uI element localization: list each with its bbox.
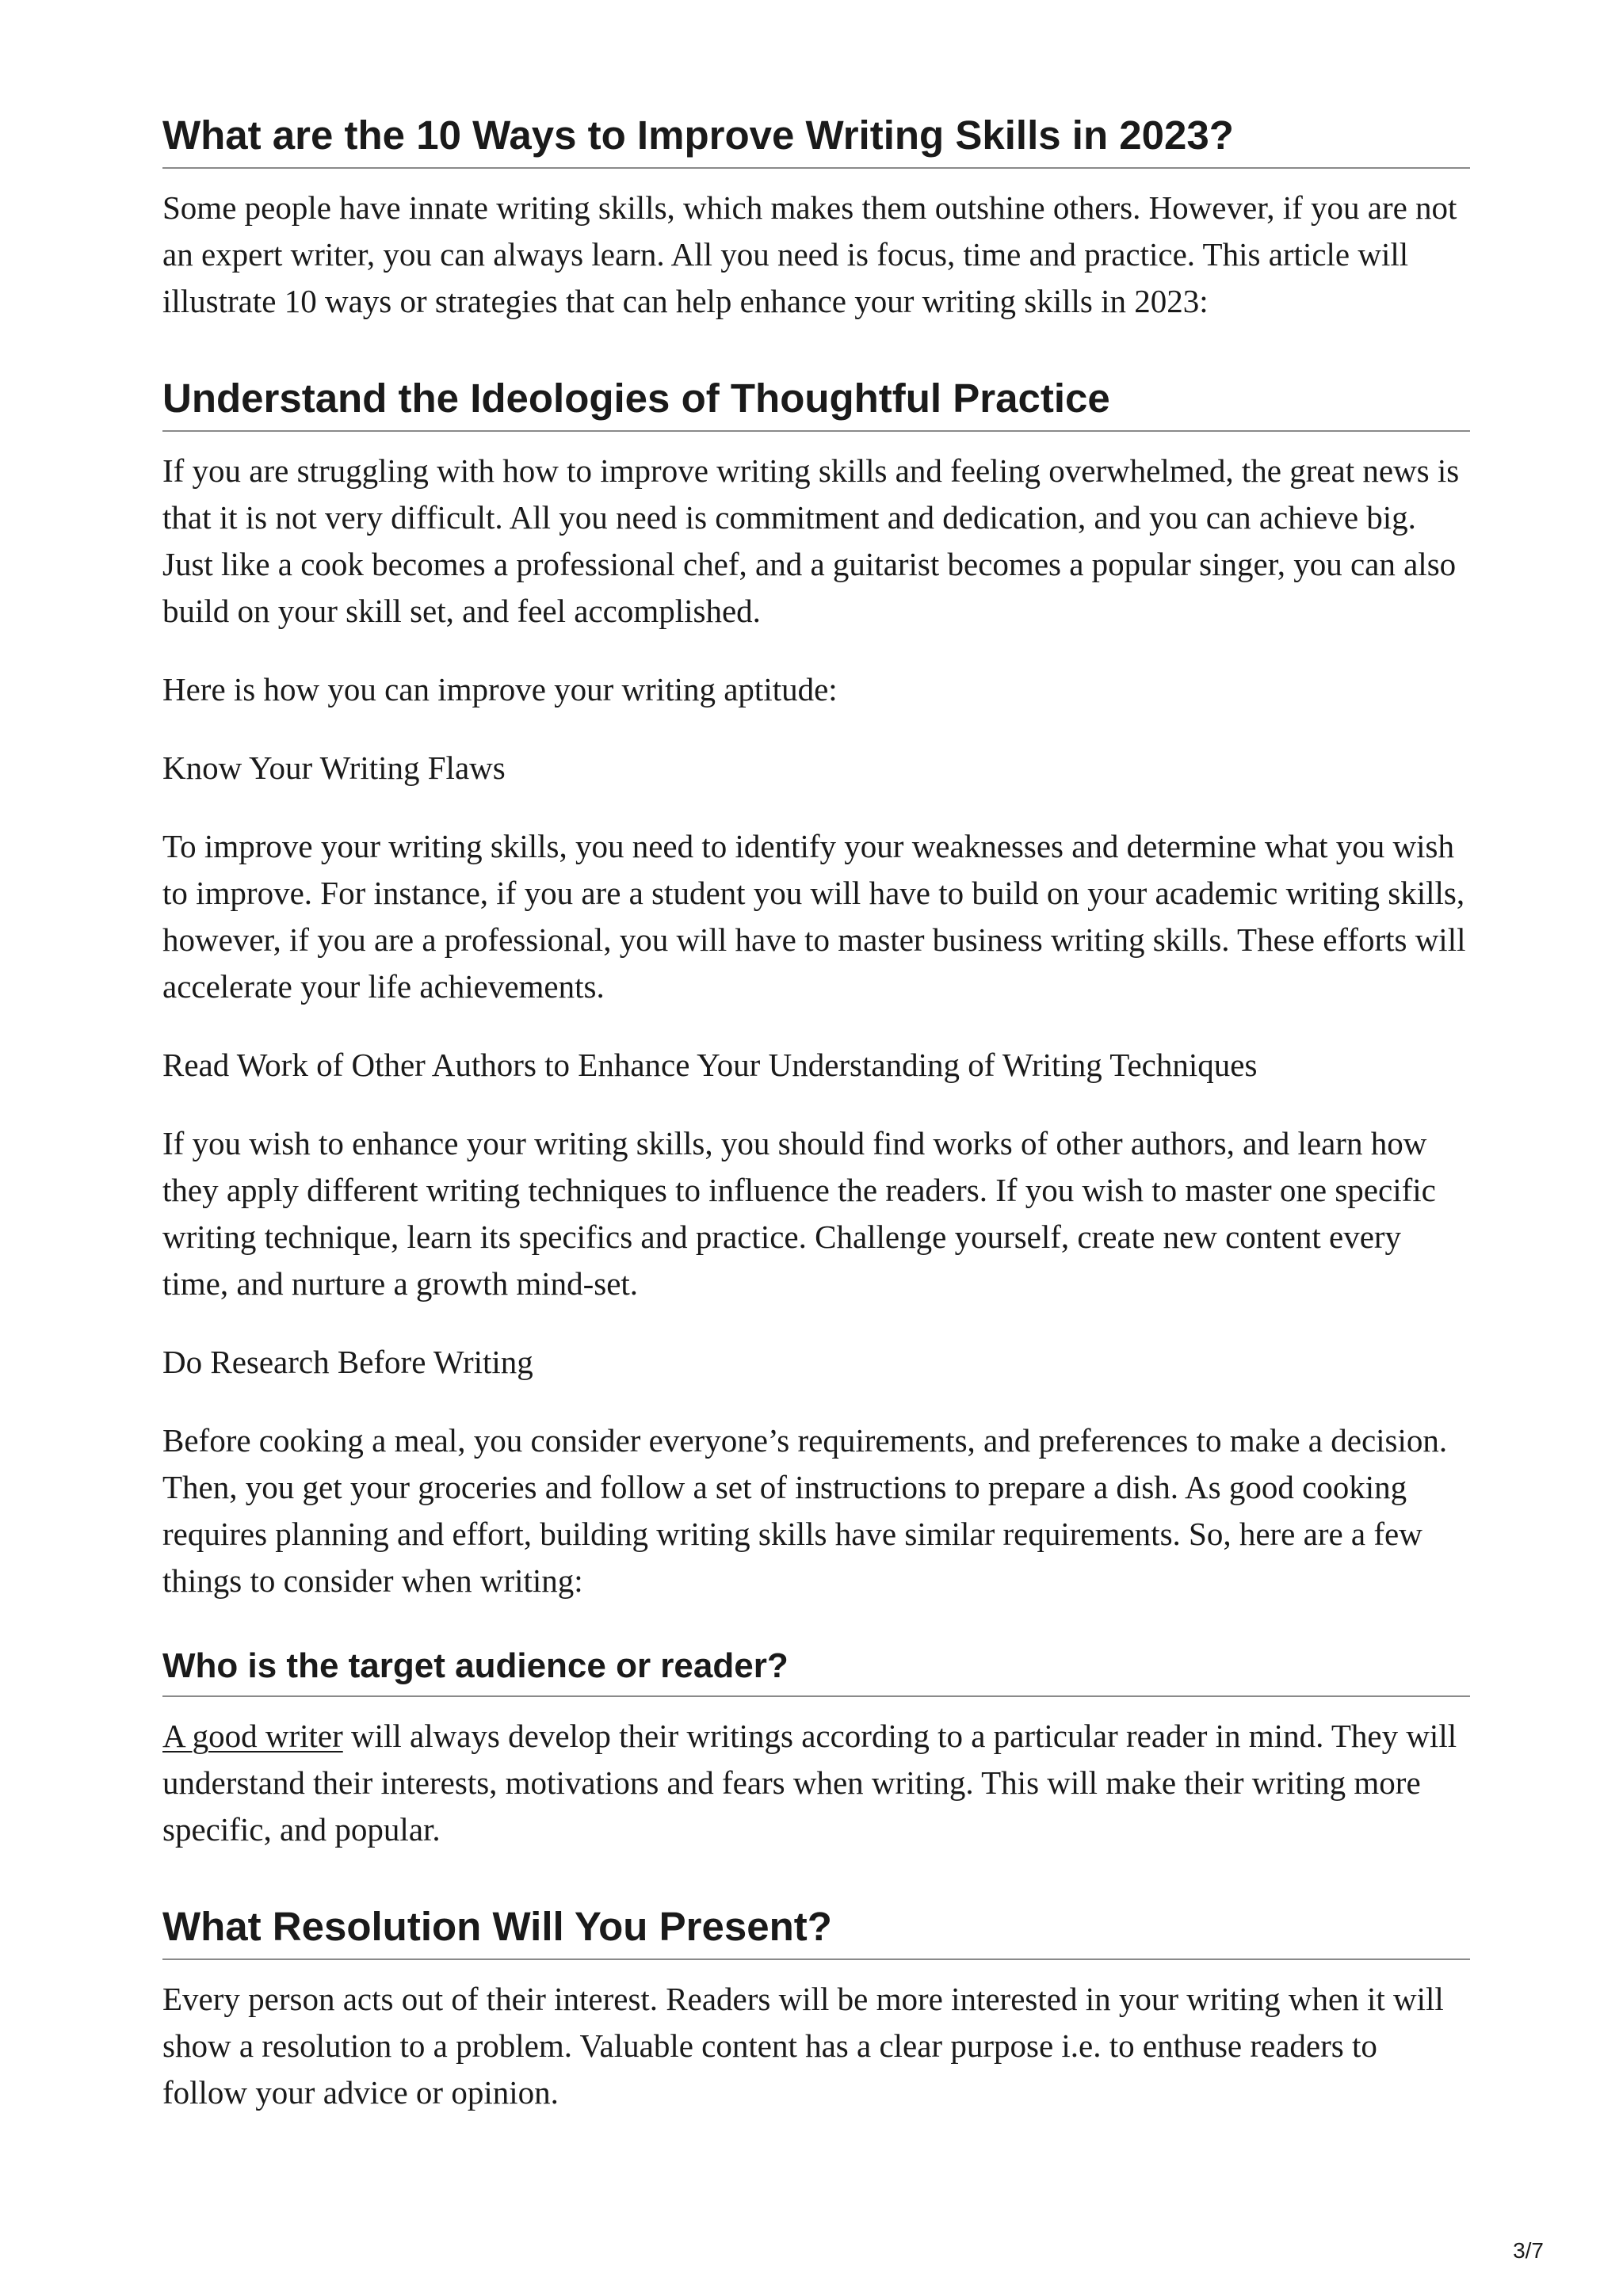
section-heading-ten-ways: What are the 10 Ways to Improve Writing Skills in 2023? [162, 111, 1470, 169]
practice-paragraph: If you are struggling with how to improve writing skills and feeling overwhelmed, the great news is that it is not very difficult. All you need is commitment and dedication, and you can achieve big. Just like a cook becomes a professional chef, and a guitarist becomes a popular singer, you can also build on your skill set, and feel accomplished. [162, 452, 1460, 630]
section-heading-thoughtful-practice: Understand the Ideologies of Thoughtful Practice [162, 374, 1470, 432]
good-writer-link[interactable]: A good writer [162, 1718, 343, 1755]
section-heading-resolution: What Resolution Will You Present? [162, 1902, 1470, 1960]
document-page [162, 111, 1470, 2116]
subsection-title-other-authors: Read Work of Other Authors to Enhance Your Understanding of Writing Techniques [162, 1047, 1258, 1084]
intro-paragraph: Some people have innate writing skills, which makes them outshine others. However, if you are not an expert writer, you can always learn. All you need is focus, time and practice. This article will illustrate 10 ways or strategies that can help enhance your writing skills in 2023: [162, 189, 1457, 320]
authors-paragraph: If you wish to enhance your writing skills, you should find works of other authors, and learn how they apply different writing techniques to influence the readers. If you wish to master one specific writing technique, learn its specifics and practice. Challenge yourself, create new content every time, and nurture a growth mind-set. [162, 1125, 1436, 1302]
subsection-title-writing-flaws: Know Your Writing Flaws [162, 749, 506, 787]
audience-paragraph-text: will always develop their writings according to a particular reader in mind. They will understand their interests, motivations and fears when writing. This will make their writing more specific, and popular. [162, 1718, 1457, 1848]
section-heading-target-audience: Who is the target audience or reader? [162, 1646, 1470, 1697]
subsection-title-research: Do Research Before Writing [162, 1344, 533, 1381]
page-number: 3/7 [1513, 2238, 1544, 2263]
audience-paragraph [162, 1713, 1470, 1853]
aptitude-paragraph: Here is how you can improve your writing aptitude: [162, 671, 838, 708]
research-paragraph: Before cooking a meal, you consider everyone’s requirements, and preferences to make a decision. Then, you get your groceries and follow a set of instructions to prepare a dish. As good cooking requires planning and effort, building writing skills have similar requirements. So, here are a few things to consider when writing: [162, 1422, 1448, 1600]
flaws-paragraph: To improve your writing skills, you need to identify your weaknesses and determine what you wish to improve. For instance, if you are a student you will have to build on your academic writing skills, however, if you are a professional, you will have to master business writing skills. These efforts will accelerate your life achievements. [162, 828, 1466, 1005]
resolution-paragraph: Every person acts out of their interest. Readers will be more interested in your writing when it will show a resolution to a problem. Valuable content has a clear purpose i.e. to enthuse readers to follow your advice or opinion. [162, 1981, 1444, 2111]
